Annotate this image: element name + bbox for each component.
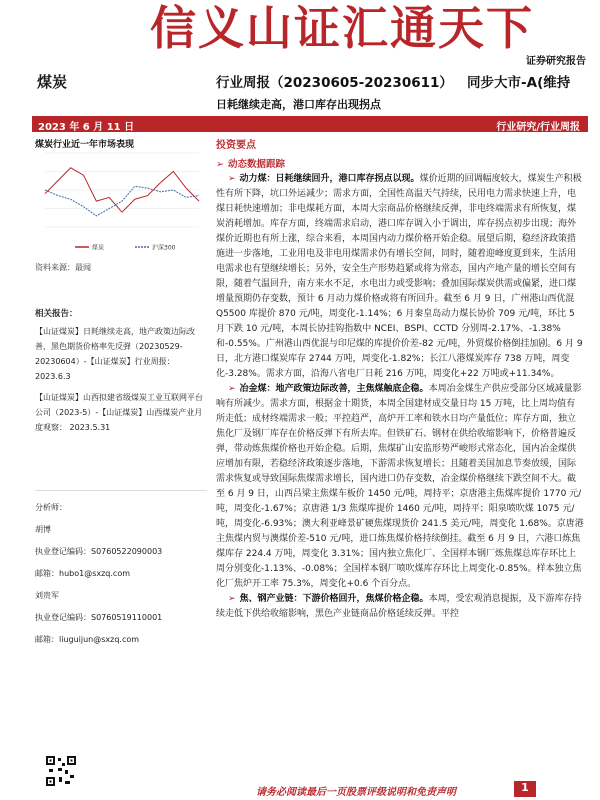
divider — [35, 490, 207, 491]
paragraph-lead: 冶金煤：地产政策边际改善，主焦煤触底企稳。 — [239, 384, 429, 394]
analyst-code: 执业登记编码：S0760519110001 — [35, 613, 163, 622]
chart-title: 煤炭行业近一年市场表现 — [35, 140, 135, 150]
date-bar — [32, 116, 588, 132]
related-report-2[interactable]: 【山证煤炭】山西拟建省级煤炭工业互联网平台公司（2023-5）-【山证煤炭】山西煤炭产业月度观察： 2023.5.31 — [35, 393, 203, 432]
paragraph-lead: 动力煤：日耗继续回升，港口库存拐点以现。 — [239, 174, 420, 184]
analyst-name: 胡博 — [35, 525, 51, 534]
disclaimer-footer[interactable]: 请务必阅读最后一页股票评级说明和免责声明 — [256, 787, 456, 798]
rating: 同步大市-A(维持 — [467, 75, 571, 91]
related-reports — [35, 324, 207, 435]
paragraph-lead: 焦、钢产业链：下游价格回升，焦煤价格企稳。 — [239, 594, 429, 604]
sector-name: 煤炭 — [37, 73, 68, 91]
arrow-icon: ➢ — [216, 159, 224, 170]
report-subtitle: 日耗继续走高，港口库存出现拐点 — [216, 98, 381, 111]
analyst-code: 执业登记编码：S0760522090003 — [35, 547, 163, 556]
investment-heading: 投资要点 — [216, 140, 256, 151]
legend-label: 煤炭 — [92, 244, 105, 252]
paragraph-text: 本周冶金煤生产供应受部分区域减量影响有所减少。需求方面，根据金十期货，本周全国建材成交量日均 15 万吨，比上周均值有所走低；成材终端需求一般；平控趋严，高炉开工率和铁水日均产量低位；库存方面，独立焦化厂及钢厂库存在价格反弹下有所去库。但铁矿石、钢材在供给收缩影响下，价格普遍反弹，带动炼焦煤价格也开始企稳。后期，焦煤矿山安监形势严峻形式常态化，国内冶金煤供应增加有限，若稳经济政策逐步落地，下游需求恢复增长；且随着美国加息节奏放缓，国际需求恢复或导致国际焦煤需求增长，国内进口仍存变数，冶金煤价格继续下跌空间不大。截至 6 月 9 日，山西吕梁主焦煤车板价 1450 元/吨，周持平；京唐港主焦煤库提价 1770 元/吨，周变化-1.67%；京唐港 1/3 焦煤库提价 1460 元/吨，周持平；阳泉喷吹煤 1075 元/吨，周变化-6.93%；澳大利亚峰景矿硬焦煤现货价 241.5 美元/吨，周变化 1.68%。京唐港主焦煤内贸与澳煤价差-510 元/吨，进口炼焦煤价格持续倒挂。截至 6 月 9 日，六港口炼焦煤库存 224.4 万吨，周变化 3.31%；国内独立焦化厂、全国样本钢厂炼焦煤总库存环比上周分别变化-1.13%、-0.08%；全国样本钢厂喷吹煤库存环比上周变化-0.85%。样本独立焦化厂焦炉开工率 75.3%，周变化+0.6 个百分点。 — [216, 384, 584, 589]
report-title-text: 行业周报（20230605-20230611） — [216, 75, 453, 91]
analyst-block — [35, 497, 207, 651]
page-number: 1 — [514, 781, 536, 797]
paragraph-text: 本周，受宏观消息提振，及下游库存持续走低下供给收缩影响，黑色产业链商品价格延续反弹。平控 — [216, 594, 582, 619]
arrow-icon: ➢ — [228, 594, 236, 604]
report-title — [216, 71, 570, 91]
market-performance-chart — [35, 147, 207, 257]
paragraph-steel-chain — [216, 592, 584, 622]
section-heading — [216, 157, 584, 172]
arrow-icon: ➢ — [228, 384, 236, 394]
investment-highlights — [216, 138, 584, 622]
paragraph-thermal-coal — [216, 172, 584, 382]
qr-code-icon — [45, 755, 77, 787]
section-title: 动态数据跟踪 — [227, 159, 285, 170]
analyst-heading: 分析师： — [35, 503, 67, 512]
analyst-email[interactable]: 邮箱：hubo1@sxzq.com — [35, 569, 131, 578]
analyst-email[interactable]: 邮箱：liuguijun@sxzq.com — [35, 635, 140, 644]
chart-source: 资料来源：最闻 — [35, 263, 91, 272]
report-category: 行业研究/行业周报 — [496, 122, 580, 133]
report-type: 证券研究报告 — [526, 56, 586, 67]
legend-label: 沪深300 — [152, 244, 176, 252]
paragraph-coking-coal — [216, 382, 584, 592]
related-heading: 相关报告： — [35, 309, 78, 319]
related-report-1[interactable]: 【山证煤炭】日耗继续走高，地产政策边际改善，黑色期货价格率先反弹（20230529-20230604）-【山证煤炭】行业周报： 2023.6.3 — [35, 327, 195, 381]
arrow-icon: ➢ — [228, 174, 236, 184]
brand-banner: 信义山证汇通天下 — [150, 1, 534, 55]
analyst-name: 刘贵军 — [35, 591, 59, 600]
paragraph-text: 煤价近期的回调幅度较大，煤炭生产积极性有所下降，坑口外运减少；需求方面，全国性高温天气持续，民用电力需求快速上升，电煤日耗快速增加；非电煤耗方面，本周大宗商品价格继续反弹，非电终端需求有所恢复，煤炭消耗增加。库存方面，终端需求启动，港口库存调入小于调出，库存拐点初步出现；海外煤价近期也有所上涨，综合来看，本周国内动力煤价格开始企稳。展望后期，稳经济政策措施进一步落地，工业用电及非电用煤需求仍有增长空间，同时，随着迎峰度夏到来，生活用电需求也有望继续增长；另外，安全生产形势趋紧或将为常态，国内产地产量的增长空间有限，随着气温回升，南方来水不足，水电出力或受影响；叠加国际煤炭供需或偏紧，进口煤增量预期仍存变数，预计 6 月动力煤价格或将有所回升。截至 6 月 9 日，广州港山西优混 Q5500 库提价 870 元/吨，周变化-1.14%；6 月秦皇岛动力煤长协价 709 元/吨，环比 5 月下跌 10 元/吨，本周长协挂钩指数中 NCEI、BSPI、CCTD 分别周-2.17%、-1.38%和-0.55%。广州港山西优混与印尼煤的库提价价差-82 元/吨，外贸煤价格倒挂加剧。6 月 9 日，北方港口煤炭库存 2744 万吨，周变化-1.82%；长江八港煤炭库存 738 万吨，周变化-3.28%。需求方面，沿海八省电厂日耗 216 万吨，周变化+22 万吨或+11.34%。 — [216, 174, 583, 379]
report-date: 2023 年 6 月 11 日 — [38, 122, 135, 133]
